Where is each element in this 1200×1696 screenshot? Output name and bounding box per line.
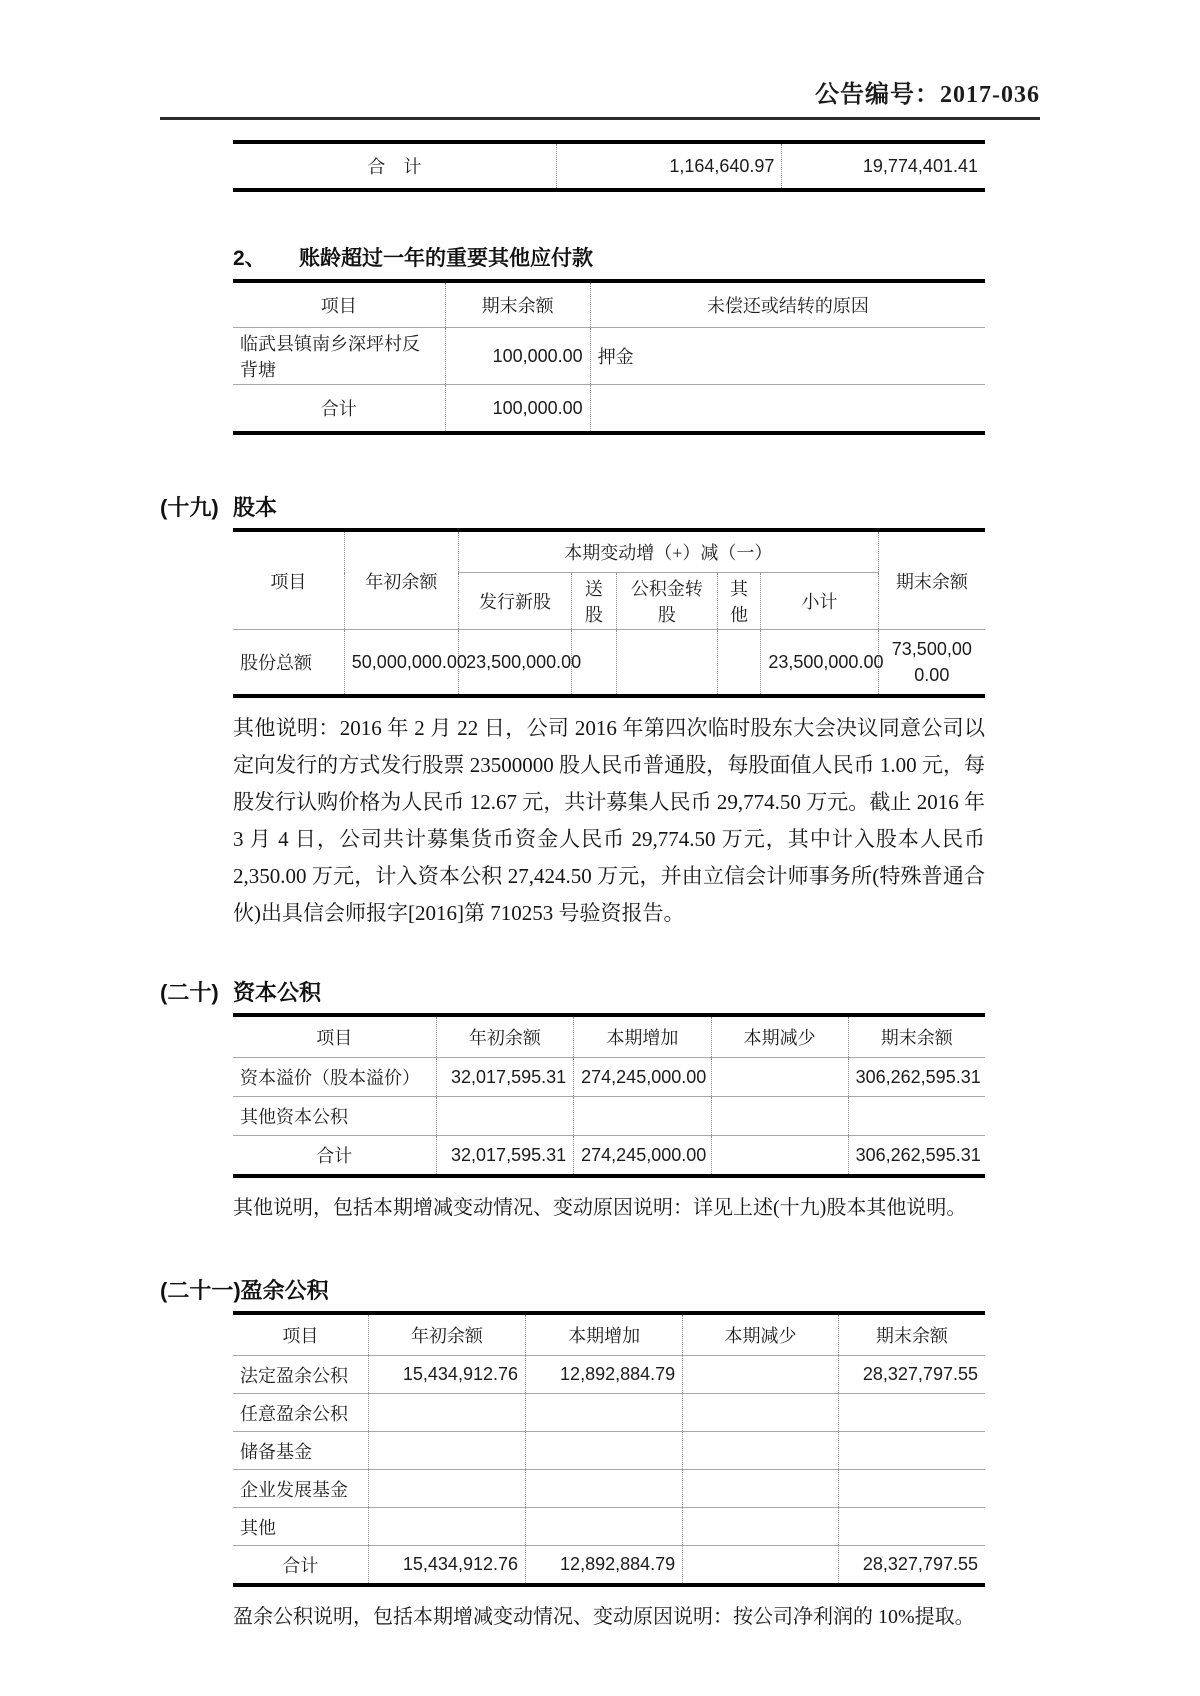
item-cell: 储备基金 (233, 1432, 368, 1470)
item-cell: 资本溢价（股本溢价） (233, 1058, 436, 1097)
amount-cell (368, 1508, 525, 1546)
item-cell: 其他资本公积 (233, 1097, 436, 1136)
header-cell: 本期增加 (574, 1015, 712, 1058)
amount-cell (711, 1136, 848, 1177)
amount-cell: 100,000.00 (445, 328, 590, 385)
surplus-reserve-note: 盈余公积说明，包括本期增减变动情况、变动原因说明：按公司净利润的 10%提取。 (233, 1606, 975, 1628)
amount-cell (838, 1508, 985, 1546)
header-cell: 年初余额 (436, 1015, 574, 1058)
header-cell: 送股 (571, 573, 616, 630)
header-cell: 小计 (761, 573, 878, 630)
amount-cell (368, 1394, 525, 1432)
header-cell: 未偿还或结转的原因 (590, 281, 985, 328)
section-surplus-reserve (160, 1274, 1040, 1629)
amount-cell (711, 1097, 848, 1136)
section-heading (160, 976, 1040, 1007)
amount-cell (574, 1097, 712, 1136)
amount-cell (683, 1394, 839, 1432)
total-label-cell: 合计 (233, 385, 445, 434)
amount-cell: 32,017,595.31 (436, 1058, 574, 1097)
section-title: 股本 (233, 495, 278, 520)
amount-cell (526, 1394, 683, 1432)
carryover-total-table (233, 140, 985, 192)
amount-cell (717, 630, 761, 697)
total-label-cell: 合 计 (367, 157, 422, 177)
doc-header (160, 74, 1040, 120)
total-value-cell: 19,774,401.41 (782, 142, 985, 190)
header-cell: 期末余额 (838, 1313, 985, 1356)
section-number: 2、 (233, 247, 266, 270)
section-number: (二十) (160, 980, 219, 1005)
header-cell: 本期减少 (711, 1015, 848, 1058)
section-capital-reserve (160, 976, 1040, 1220)
header-cell: 期末余额 (878, 530, 985, 630)
item-cell: 任意盈余公积 (233, 1394, 368, 1432)
amount-cell: 28,327,797.55 (838, 1546, 985, 1586)
header-cell: 发行新股 (459, 573, 572, 630)
amount-cell: 28,327,797.55 (838, 1356, 985, 1394)
table-row (233, 142, 985, 190)
amount-cell: 306,262,595.31 (848, 1058, 985, 1097)
item-cell: 企业发展基金 (233, 1470, 368, 1508)
amount-cell (368, 1470, 525, 1508)
amount-cell (616, 630, 717, 697)
closing-balance-cell: 73,500,000.00 (878, 630, 985, 697)
section-other-payables (160, 242, 1040, 435)
table-header-row (233, 1313, 985, 1356)
other-payables-table (233, 279, 985, 435)
table-row (233, 1546, 985, 1586)
header-cell: 期末余额 (848, 1015, 985, 1058)
section-share-capital (160, 491, 1040, 932)
total-label-cell: 合计 (233, 1546, 368, 1586)
header-cell: 项目 (320, 296, 357, 316)
reason-cell: 押金 (590, 328, 985, 385)
amount-cell: 274,245,000.00 (574, 1058, 712, 1097)
item-cell: 股份总额 (233, 630, 344, 697)
amount-cell (683, 1432, 839, 1470)
table-row (233, 1097, 985, 1136)
table-row (233, 1508, 985, 1546)
table-row (233, 1356, 985, 1394)
header-cell: 项目 (270, 571, 307, 592)
total-label-cell: 合计 (233, 1136, 436, 1177)
amount-cell: 100,000.00 (445, 385, 590, 434)
amount-cell (526, 1432, 683, 1470)
table-row (233, 1470, 985, 1508)
table-row (233, 1394, 985, 1432)
amount-cell: 274,245,000.00 (574, 1136, 712, 1177)
reason-cell (590, 385, 985, 434)
amount-cell (683, 1470, 839, 1508)
item-cell: 临武县镇南乡深坪村反背塘 (233, 328, 445, 385)
amount-cell: 306,262,595.31 (848, 1136, 985, 1177)
amount-cell (526, 1470, 683, 1508)
header-cell: 年初余额 (368, 1313, 525, 1356)
table-row (233, 1136, 985, 1177)
table-header-row (233, 1015, 985, 1058)
amount-cell (436, 1097, 574, 1136)
table-row (233, 328, 985, 385)
header-cell: 年初余额 (344, 530, 458, 630)
amount-cell (683, 1546, 839, 1586)
amount-cell: 50,000,000.00 (344, 630, 458, 697)
section-title: 盈余公积 (240, 1278, 329, 1303)
table-row (233, 1432, 985, 1470)
amount-cell: 15,434,912.76 (368, 1356, 525, 1394)
carryover-table-wrap (233, 140, 1040, 192)
header-cell: 本期变动增（+）减（一） (459, 530, 879, 573)
header-cell: 项目 (282, 1326, 319, 1346)
header-cell: 公积金转股 (616, 573, 717, 630)
amount-cell (838, 1394, 985, 1432)
header-cell: 本期增加 (526, 1313, 683, 1356)
doc-number: 公告编号：2017-036 (815, 82, 1040, 108)
share-capital-table (233, 528, 985, 698)
table-row (233, 385, 985, 434)
total-value-cell: 1,164,640.97 (556, 142, 782, 190)
amount-cell (368, 1432, 525, 1470)
amount-cell (683, 1508, 839, 1546)
section-heading (233, 242, 1040, 272)
amount-cell: 23,500,000.00 (459, 630, 572, 697)
capital-reserve-note: 其他说明，包括本期增减变动情况、变动原因说明：详见上述(十九)股本其他说明。 (233, 1197, 967, 1219)
amount-cell (683, 1356, 839, 1394)
amount-cell: 12,892,884.79 (526, 1546, 683, 1586)
item-cell: 其他 (233, 1508, 368, 1546)
table-header-row (233, 530, 985, 573)
amount-cell (838, 1432, 985, 1470)
section-number: (十九) (160, 495, 219, 520)
amount-cell (848, 1097, 985, 1136)
amount-cell: 12,892,884.79 (526, 1356, 683, 1394)
section-title: 账龄超过一年的重要其他应付款 (299, 247, 593, 270)
section-number: (二十一) (160, 1278, 241, 1303)
amount-cell (838, 1470, 985, 1508)
amount-cell (526, 1508, 683, 1546)
section-heading (160, 1274, 1040, 1305)
header-cell: 期末余额 (445, 281, 590, 328)
share-capital-note: 其他说明：2016 年 2 月 22 日，公司 2016 年第四次临时股东大会决议同意公司以定向发行的方式发行股票 23500000 股人民币普通股，每股面值人民币 1.00 元，每股发行认购价格为人民币 12.67 元，共计募集人民币 29,774.50 万元。截止 2016 年 3 月 4 日，公司共计募集货币资金人民币 29,774.50 万元，其中计入股本人民币 2,350.00 万元，计入资本公积 27,424.50 万元，并由立信会计师事务所(特殊普通合伙)出具信会师报字[2016]第 710253 号验资报告。 (233, 716, 985, 925)
amount-cell: 32,017,595.31 (436, 1136, 574, 1177)
amount-cell (711, 1058, 848, 1097)
section-heading (160, 491, 1040, 522)
table-row (233, 1058, 985, 1097)
table-header-row (233, 281, 985, 328)
surplus-reserve-table (233, 1311, 985, 1587)
header-cell: 项目 (316, 1028, 353, 1048)
amount-cell: 15,434,912.76 (368, 1546, 525, 1586)
header-cell: 本期减少 (683, 1313, 839, 1356)
table-row (233, 630, 985, 697)
header-cell: 其他 (717, 573, 761, 630)
amount-cell: 23,500,000.00 (761, 630, 878, 697)
section-title: 资本公积 (233, 980, 322, 1005)
capital-reserve-table (233, 1013, 985, 1178)
item-cell: 法定盈余公积 (233, 1356, 368, 1394)
